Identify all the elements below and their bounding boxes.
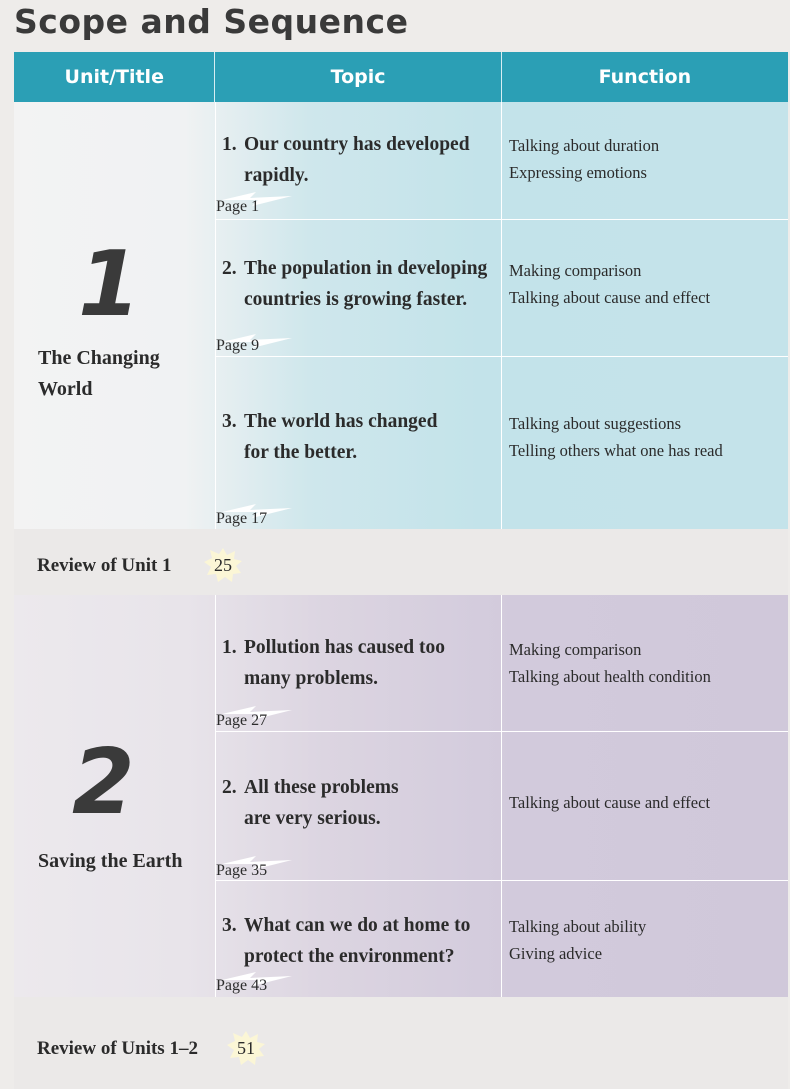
topic-line1: Pollution has caused too bbox=[244, 637, 445, 658]
function-item: Talking about cause and effect bbox=[509, 793, 711, 812]
review-unit1-page: 25 bbox=[214, 554, 232, 575]
unit1-topic-2[interactable] bbox=[222, 253, 498, 315]
unit2-topic-1-page[interactable]: Page 27 bbox=[216, 712, 268, 729]
unit1-topic-1-page[interactable]: Page 1 bbox=[216, 198, 260, 215]
divider bbox=[215, 356, 788, 357]
unit1-topic-3-functions bbox=[509, 410, 779, 464]
divider bbox=[501, 595, 502, 997]
header-function: Function bbox=[598, 66, 692, 88]
divider bbox=[215, 595, 216, 997]
review-unit1-page-badge[interactable] bbox=[203, 547, 243, 583]
review-unit2-page-badge[interactable] bbox=[226, 1030, 266, 1066]
unit2-topic-2-page[interactable]: Page 35 bbox=[216, 862, 268, 879]
topic-line1: All these problems bbox=[244, 777, 399, 798]
unit1-number: 1 bbox=[78, 232, 141, 337]
function-item: Talking about duration bbox=[509, 136, 660, 155]
unit1-topic-3-page[interactable]: Page 17 bbox=[216, 510, 268, 527]
function-item: Talking about ability bbox=[509, 917, 647, 936]
unit2-title: Saving the Earth bbox=[38, 850, 183, 872]
unit2-topic-3-page[interactable]: Page 43 bbox=[216, 977, 268, 994]
function-item: Making comparison bbox=[509, 640, 642, 659]
unit2-topic-3-functions bbox=[509, 913, 779, 967]
topic-line2: rapidly. bbox=[244, 165, 309, 186]
unit2-topic-1[interactable] bbox=[222, 632, 498, 694]
topic-number: 3. bbox=[222, 411, 237, 432]
topic-line2: many problems. bbox=[244, 668, 378, 689]
unit2-number: 2 bbox=[72, 730, 135, 835]
unit2-topic-2[interactable] bbox=[222, 772, 498, 834]
unit1-topic-1-functions bbox=[509, 132, 779, 186]
unit1-title-line2: World bbox=[38, 378, 93, 400]
topic-line1: What can we do at home to bbox=[244, 915, 471, 936]
review-unit1-label[interactable]: Review of Unit 1 bbox=[37, 555, 172, 576]
topic-line2: for the better. bbox=[244, 442, 358, 463]
header-topic: Topic bbox=[215, 52, 501, 102]
divider bbox=[215, 880, 788, 881]
topic-number: 1. bbox=[222, 637, 237, 658]
function-item: Talking about suggestions bbox=[509, 414, 682, 433]
topic-line1: The population in developing bbox=[244, 258, 488, 279]
unit1-topic-3[interactable] bbox=[222, 406, 498, 468]
page-title: Scope and Sequence bbox=[14, 2, 409, 41]
topic-number: 2. bbox=[222, 258, 237, 279]
topic-line1: Our country has developed bbox=[244, 134, 470, 155]
function-item: Telling others what one has read bbox=[509, 441, 723, 460]
unit1-topic-2-page[interactable]: Page 9 bbox=[216, 337, 260, 354]
function-item: Making comparison bbox=[509, 261, 642, 280]
table-header bbox=[14, 52, 788, 102]
topic-line1: The world has changed bbox=[244, 411, 438, 432]
unit1-title-line1: The Changing bbox=[38, 347, 160, 369]
topic-line2: are very serious. bbox=[244, 808, 381, 829]
topic-number: 2. bbox=[222, 777, 237, 798]
unit2-topic-3[interactable] bbox=[222, 910, 498, 972]
topic-number: 1. bbox=[222, 134, 237, 155]
function-item: Giving advice bbox=[509, 944, 603, 963]
review-unit2-page: 51 bbox=[237, 1037, 255, 1058]
function-item: Talking about health condition bbox=[509, 667, 711, 686]
divider bbox=[215, 731, 788, 732]
header-unit-title: Unit/Title bbox=[14, 52, 215, 102]
divider bbox=[215, 102, 216, 529]
unit1-topic-1[interactable] bbox=[222, 129, 498, 191]
unit1-topic-2-functions bbox=[509, 257, 779, 311]
unit2-topic-1-functions bbox=[509, 636, 779, 690]
review-unit2-label[interactable]: Review of Units 1–2 bbox=[37, 1038, 198, 1059]
topic-line2: protect the environment? bbox=[244, 946, 455, 967]
topic-line2: countries is growing faster. bbox=[244, 289, 468, 310]
unit1-title bbox=[38, 343, 160, 405]
divider bbox=[501, 102, 502, 529]
function-item: Talking about cause and effect bbox=[509, 288, 711, 307]
function-item: Expressing emotions bbox=[509, 163, 647, 182]
unit2-topic-2-functions bbox=[509, 789, 779, 816]
divider bbox=[215, 219, 788, 220]
topic-number: 3. bbox=[222, 915, 237, 936]
